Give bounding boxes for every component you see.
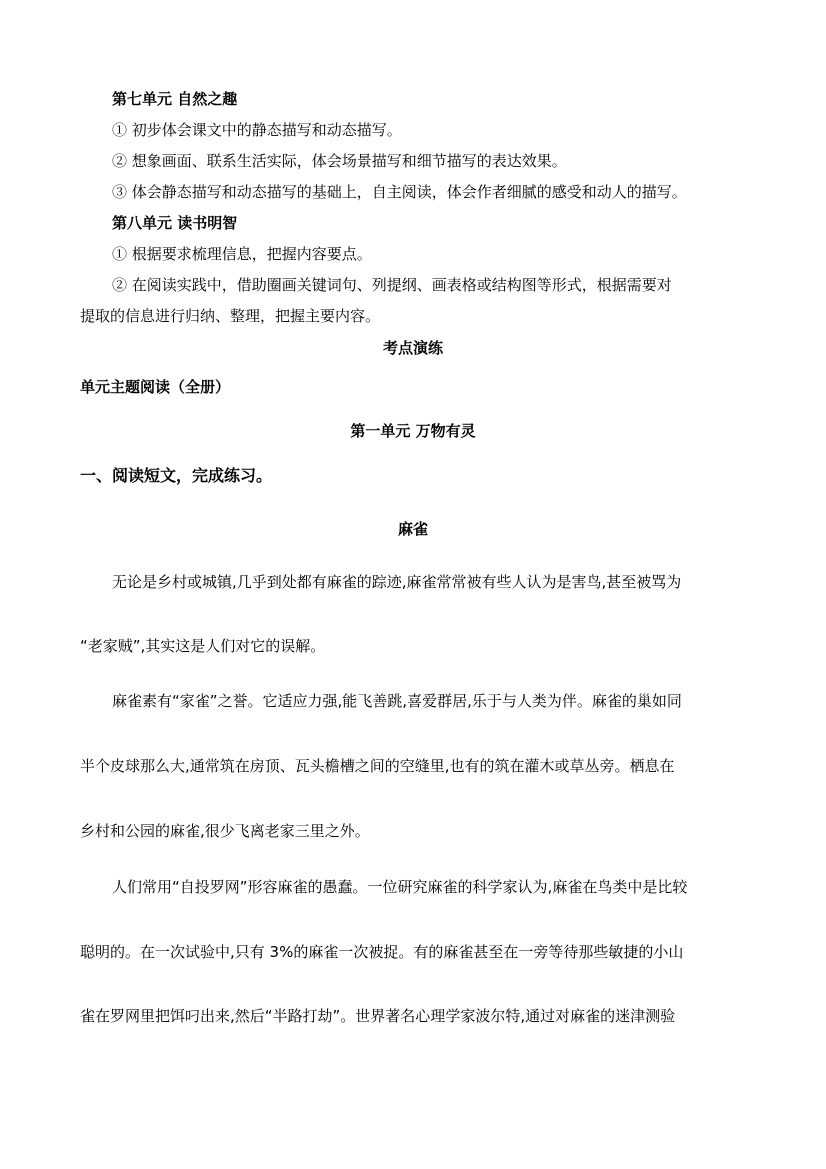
reading-header: 单元主题阅读（全册）	[80, 378, 231, 396]
unit8-item-1: ① 根据要求梳理信息，把握内容要点。	[112, 245, 372, 263]
unit7-heading: 第七单元 自然之趣	[112, 90, 238, 108]
article-line-3: 麻雀素有“家雀”之誉。它适应力强,能飞善跳,喜爱群居,乐于与人类为伴。麻雀的巢如同	[112, 692, 682, 710]
unit1-title: 第一单元 万物有灵	[350, 422, 476, 440]
unit7-item-1: ① 初步体会课文中的静态描写和动态描写。	[112, 121, 402, 139]
article-title: 麻雀	[397, 520, 428, 538]
exercise-title: 一、阅读短文，完成练习。	[80, 466, 273, 485]
section-title: 考点演练	[382, 339, 443, 357]
article-line-4: 半个皮球那么大,通常筑在房顶、瓦头檐槽之间的空缝里,也有的筑在灌木或草丛旁。栖息在	[80, 757, 675, 775]
article-line-6: 人们常用“自投罗网”形容麻雀的愚蠢。一位研究麻雀的科学家认为,麻雀在鸟类中是比较	[112, 878, 688, 896]
article-line-1: 无论是乡村或城镇,几乎到处都有麻雀的踪迹,麻雀常常被有些人认为是害鸟,甚至被骂为	[112, 573, 682, 591]
unit7-item-2: ② 想象画面、联系生活实际，体会场景描写和细节描写的表达效果。	[112, 152, 567, 170]
article-line-7: 聪明的。在一次试验中,只有 3%的麻雀一次被捉。有的麻雀甚至在一旁等待那些敏捷的小山	[80, 943, 684, 961]
unit8-item-2-cont: 提取的信息进行归纳、整理，把握主要内容。	[80, 307, 381, 325]
article-line-8: 雀在罗网里把饵叼出来,然后“半路打劫”。世界著名心理学家波尔特,通过对麻雀的迷津测验	[80, 1007, 676, 1025]
unit8-item-2: ② 在阅读实践中，借助圈画关键词句、列提纲、画表格或结构图等形式，根据需要对	[112, 276, 672, 294]
article-line-5: 乡村和公园的麻雀,很少飞离老家三里之外。	[80, 822, 370, 840]
unit7-item-3: ③ 体会静态描写和动态描写的基础上，自主阅读，体会作者细腻的感受和动人的描写。	[112, 183, 687, 201]
article-line-2: “老家贼”,其实这是人们对它的误解。	[80, 637, 326, 655]
unit8-heading: 第八单元 读书明智	[112, 214, 238, 232]
